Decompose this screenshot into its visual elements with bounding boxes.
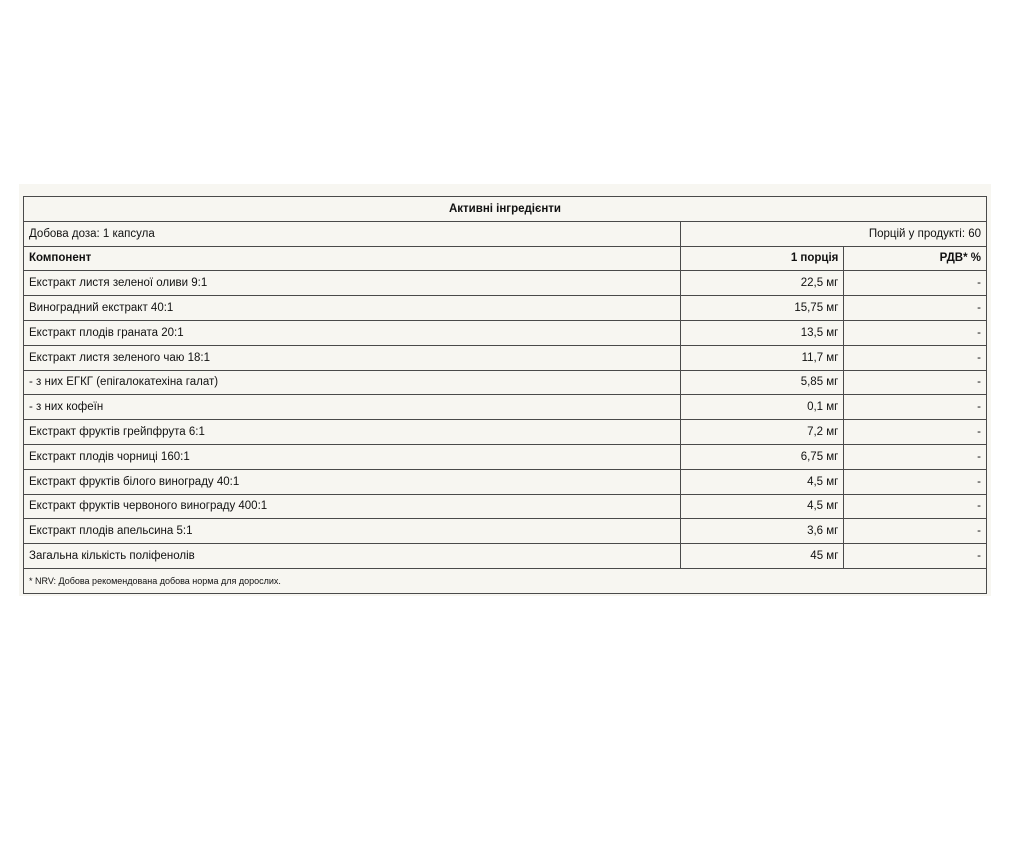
header-row xyxy=(24,246,987,271)
ingredient-amount: 5,85 мг xyxy=(681,370,844,395)
ingredient-amount: 22,5 мг xyxy=(681,271,844,296)
ingredient-name: Виноградний екстракт 40:1 xyxy=(24,296,681,321)
ingredient-rdv: - xyxy=(844,296,987,321)
ingredient-name: - з них кофеїн xyxy=(24,395,681,420)
ingredient-rdv: - xyxy=(844,370,987,395)
ingredient-rdv: - xyxy=(844,544,987,569)
ingredient-rdv: - xyxy=(844,420,987,445)
header-rdv: РДВ* % xyxy=(844,246,987,271)
ingredient-rdv: - xyxy=(844,320,987,345)
table-row xyxy=(24,544,987,569)
table-row xyxy=(24,320,987,345)
header-component: Компонент xyxy=(24,246,681,271)
ingredient-name: Екстракт плодів граната 20:1 xyxy=(24,320,681,345)
ingredients-table xyxy=(23,196,987,594)
servings-per-product: Порцій у продукті: 60 xyxy=(681,221,987,246)
ingredient-amount: 45 мг xyxy=(681,544,844,569)
ingredient-amount: 11,7 мг xyxy=(681,345,844,370)
ingredient-amount: 13,5 мг xyxy=(681,320,844,345)
ingredient-amount: 6,75 мг xyxy=(681,444,844,469)
dose-row xyxy=(24,221,987,246)
table-row xyxy=(24,271,987,296)
daily-dose: Добова доза: 1 капсула xyxy=(24,221,681,246)
table-row xyxy=(24,469,987,494)
ingredient-name: Екстракт фруктів червоного винограду 400:1 xyxy=(24,494,681,519)
ingredients-table-body xyxy=(24,197,987,594)
ingredient-amount: 7,2 мг xyxy=(681,420,844,445)
table-title: Активні інгредієнти xyxy=(24,197,987,222)
footnote-row xyxy=(24,568,987,593)
table-row xyxy=(24,519,987,544)
ingredient-amount: 0,1 мг xyxy=(681,395,844,420)
table-row xyxy=(24,420,987,445)
ingredient-name: Екстракт плодів апельсина 5:1 xyxy=(24,519,681,544)
table-row xyxy=(24,395,987,420)
header-amount: 1 порція xyxy=(681,246,844,271)
ingredient-rdv: - xyxy=(844,494,987,519)
ingredient-amount: 15,75 мг xyxy=(681,296,844,321)
ingredient-name: Екстракт плодів чорниці 160:1 xyxy=(24,444,681,469)
table-row xyxy=(24,494,987,519)
ingredient-rdv: - xyxy=(844,395,987,420)
ingredient-rdv: - xyxy=(844,519,987,544)
ingredient-name: Екстракт листя зеленого чаю 18:1 xyxy=(24,345,681,370)
table-row xyxy=(24,296,987,321)
ingredient-name: Екстракт листя зеленої оливи 9:1 xyxy=(24,271,681,296)
ingredient-rdv: - xyxy=(844,469,987,494)
ingredient-name: Екстракт фруктів білого винограду 40:1 xyxy=(24,469,681,494)
ingredient-name: - з них ЕГКГ (епігалокатехіна галат) xyxy=(24,370,681,395)
title-row xyxy=(24,197,987,222)
ingredient-rdv: - xyxy=(844,444,987,469)
ingredient-amount: 4,5 мг xyxy=(681,469,844,494)
table-row xyxy=(24,444,987,469)
ingredient-amount: 3,6 мг xyxy=(681,519,844,544)
table-row xyxy=(24,370,987,395)
ingredient-name: Загальна кількість поліфенолів xyxy=(24,544,681,569)
ingredient-amount: 4,5 мг xyxy=(681,494,844,519)
footnote: * NRV: Добова рекомендована добова норма для дорослих. xyxy=(24,568,987,593)
ingredient-rdv: - xyxy=(844,271,987,296)
table-row xyxy=(24,345,987,370)
ingredient-rdv: - xyxy=(844,345,987,370)
ingredient-name: Екстракт фруктів грейпфрута 6:1 xyxy=(24,420,681,445)
